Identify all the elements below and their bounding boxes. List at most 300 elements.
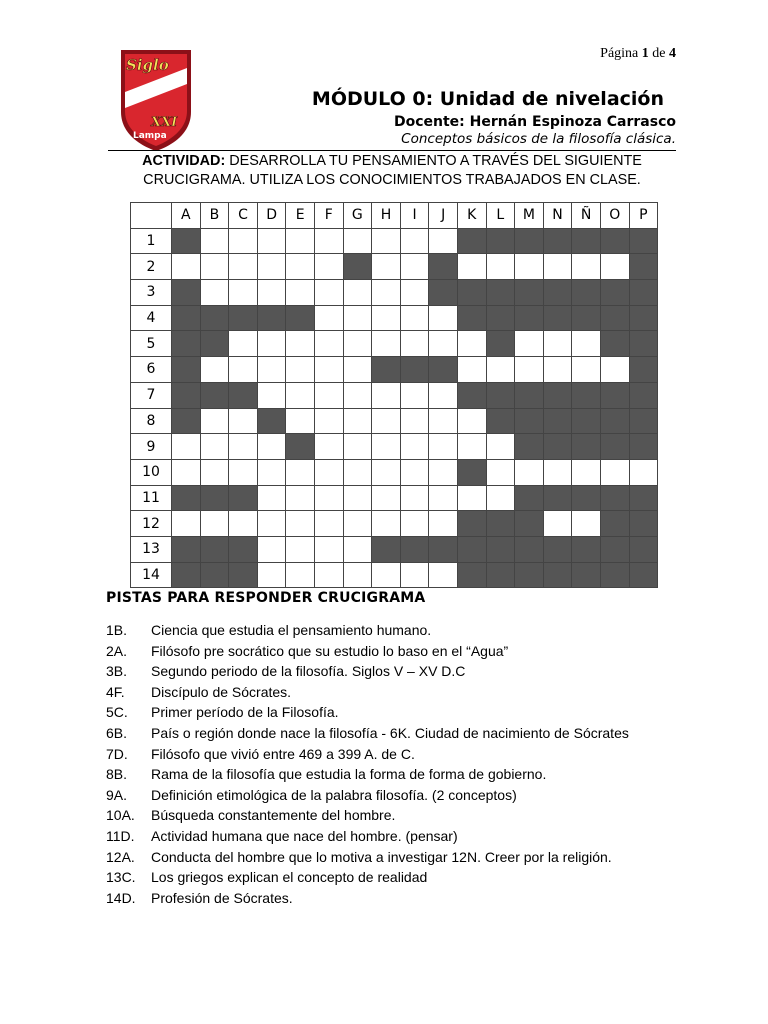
answer-cell[interactable] (515, 459, 544, 485)
answer-cell[interactable] (314, 382, 343, 408)
blocked-cell (257, 408, 286, 434)
clue-item (106, 723, 706, 744)
answer-cell[interactable] (343, 511, 372, 537)
grid-row (131, 331, 658, 357)
answer-cell[interactable] (429, 434, 458, 460)
answer-cell[interactable] (200, 357, 229, 383)
blocked-cell (200, 562, 229, 588)
answer-cell[interactable] (543, 331, 572, 357)
answer-cell[interactable] (343, 228, 372, 254)
logo-text-mid: XXI (151, 115, 178, 130)
clue-code: 3B. (106, 663, 128, 680)
blocked-cell (343, 254, 372, 280)
column-header: E (286, 203, 315, 229)
answer-cell[interactable] (400, 382, 429, 408)
column-header: I (400, 203, 429, 229)
school-logo (119, 48, 193, 152)
grid-row (131, 357, 658, 383)
blocked-cell (200, 305, 229, 331)
answer-cell[interactable] (343, 536, 372, 562)
blocked-cell (515, 408, 544, 434)
blocked-cell (543, 228, 572, 254)
blocked-cell (172, 382, 201, 408)
answer-cell[interactable] (429, 562, 458, 588)
clue-item (106, 744, 706, 765)
column-header: F (314, 203, 343, 229)
grid-row (131, 305, 658, 331)
answer-cell[interactable] (257, 280, 286, 306)
blocked-cell (486, 382, 515, 408)
answer-cell[interactable] (286, 485, 315, 511)
answer-cell[interactable] (343, 305, 372, 331)
answer-cell[interactable] (286, 254, 315, 280)
answer-cell[interactable] (229, 434, 258, 460)
clue-code: 9A. (106, 786, 128, 803)
answer-cell[interactable] (400, 459, 429, 485)
answer-cell[interactable] (343, 357, 372, 383)
answer-cell[interactable] (457, 331, 486, 357)
answer-cell[interactable] (314, 562, 343, 588)
blocked-cell (257, 305, 286, 331)
page-current: 1 (641, 46, 649, 61)
row-header: 12 (131, 511, 172, 537)
blocked-cell (629, 408, 658, 434)
answer-cell[interactable] (286, 228, 315, 254)
column-header: Ñ (572, 203, 601, 229)
blocked-cell (629, 331, 658, 357)
logo-text-bottom: Lampa (133, 131, 167, 141)
clue-code: 10A. (106, 807, 135, 824)
column-header: H (372, 203, 401, 229)
clue-list (106, 620, 706, 908)
answer-cell[interactable] (543, 254, 572, 280)
column-header: L (486, 203, 515, 229)
blocked-cell (486, 305, 515, 331)
grid-row (131, 459, 658, 485)
blocked-cell (572, 228, 601, 254)
blocked-cell (372, 357, 401, 383)
answer-cell[interactable] (172, 511, 201, 537)
blocked-cell (486, 408, 515, 434)
answer-cell[interactable] (572, 459, 601, 485)
answer-cell[interactable] (200, 408, 229, 434)
clue-code: 7D. (106, 745, 128, 762)
blocked-cell (543, 536, 572, 562)
answer-cell[interactable] (629, 459, 658, 485)
blocked-cell (486, 511, 515, 537)
column-header: A (172, 203, 201, 229)
grid-row (131, 562, 658, 588)
clue-code: 2A. (106, 642, 128, 659)
answer-cell[interactable] (343, 562, 372, 588)
answer-cell[interactable] (200, 459, 229, 485)
blocked-cell (600, 434, 629, 460)
answer-cell[interactable] (515, 331, 544, 357)
blocked-cell (486, 331, 515, 357)
clues-title: PISTAS PARA RESPONDER CRUCIGRAMA (106, 590, 426, 606)
answer-cell[interactable] (572, 254, 601, 280)
answer-cell[interactable] (372, 459, 401, 485)
answer-cell[interactable] (314, 511, 343, 537)
answer-cell[interactable] (343, 485, 372, 511)
blocked-cell (600, 280, 629, 306)
answer-cell[interactable] (229, 280, 258, 306)
answer-cell[interactable] (229, 357, 258, 383)
answer-cell[interactable] (543, 459, 572, 485)
clue-text: Ciencia que estudia el pensamiento humano. (151, 622, 432, 638)
answer-cell[interactable] (429, 382, 458, 408)
clue-code: 1B. (106, 622, 128, 638)
answer-cell[interactable] (257, 254, 286, 280)
clue-item (106, 805, 706, 826)
blocked-cell (515, 434, 544, 460)
blocked-cell (629, 280, 658, 306)
grid-row (131, 254, 658, 280)
subtitle: Conceptos básicos de la filosofía clásica. (401, 131, 676, 147)
blocked-cell (572, 305, 601, 331)
column-header: C (229, 203, 258, 229)
answer-cell[interactable] (200, 280, 229, 306)
answer-cell[interactable] (257, 536, 286, 562)
answer-cell[interactable] (314, 408, 343, 434)
blocked-cell (629, 511, 658, 537)
grid-row (131, 434, 658, 460)
answer-cell[interactable] (429, 331, 458, 357)
blocked-cell (515, 485, 544, 511)
grid-row (131, 485, 658, 511)
blocked-cell (515, 511, 544, 537)
blocked-cell (486, 280, 515, 306)
clue-text: Filósofo que vivió entre 469 a 399 A. de C. (151, 745, 415, 762)
answer-cell[interactable] (600, 357, 629, 383)
column-header: B (200, 203, 229, 229)
answer-cell[interactable] (457, 434, 486, 460)
answer-cell[interactable] (286, 536, 315, 562)
blocked-cell (515, 280, 544, 306)
activity-text: DESARROLLA TU PENSAMIENTO A TRAVÉS DEL SIGUIENTE CRUCIGRAMA. UTILIZA LOS CONOCIMIENTOS TRABAJADOS EN CLASE. (143, 153, 642, 188)
answer-cell[interactable] (457, 357, 486, 383)
blocked-cell (515, 382, 544, 408)
answer-cell[interactable] (429, 485, 458, 511)
blocked-cell (543, 434, 572, 460)
row-header: 2 (131, 254, 172, 280)
blocked-cell (286, 434, 315, 460)
answer-cell[interactable] (543, 357, 572, 383)
blocked-cell (600, 408, 629, 434)
clue-item (106, 867, 706, 888)
blocked-cell (572, 536, 601, 562)
answer-cell[interactable] (229, 511, 258, 537)
answer-cell[interactable] (572, 511, 601, 537)
row-header: 8 (131, 408, 172, 434)
answer-cell[interactable] (515, 357, 544, 383)
answer-cell[interactable] (286, 331, 315, 357)
clue-item (106, 682, 706, 703)
blocked-cell (600, 562, 629, 588)
answer-cell[interactable] (429, 459, 458, 485)
blocked-cell (543, 382, 572, 408)
module-title: MÓDULO 0: Unidad de nivelación (311, 88, 664, 110)
answer-cell[interactable] (400, 280, 429, 306)
answer-cell[interactable] (229, 228, 258, 254)
clue-item (106, 764, 706, 785)
answer-cell[interactable] (486, 459, 515, 485)
row-header: 9 (131, 434, 172, 460)
blocked-cell (600, 331, 629, 357)
clue-item (106, 888, 706, 909)
column-header: G (343, 203, 372, 229)
crossword-grid (130, 202, 658, 588)
answer-cell[interactable] (429, 408, 458, 434)
clue-item (106, 785, 706, 806)
blocked-cell (543, 305, 572, 331)
answer-cell[interactable] (286, 511, 315, 537)
blocked-cell (429, 280, 458, 306)
answer-cell[interactable] (286, 357, 315, 383)
answer-cell[interactable] (229, 331, 258, 357)
clue-text: Profesión de Sócrates. (151, 889, 293, 906)
answer-cell[interactable] (400, 511, 429, 537)
blocked-cell (543, 408, 572, 434)
blocked-cell (543, 280, 572, 306)
answer-cell[interactable] (372, 382, 401, 408)
answer-cell[interactable] (172, 254, 201, 280)
answer-cell[interactable] (343, 434, 372, 460)
answer-cell[interactable] (515, 254, 544, 280)
blocked-cell (457, 562, 486, 588)
answer-cell[interactable] (343, 408, 372, 434)
answer-cell[interactable] (314, 357, 343, 383)
answer-cell[interactable] (372, 511, 401, 537)
answer-cell[interactable] (257, 382, 286, 408)
row-header: 4 (131, 305, 172, 331)
blocked-cell (172, 357, 201, 383)
activity-label: ACTIVIDAD: (142, 153, 226, 169)
answer-cell[interactable] (372, 434, 401, 460)
answer-cell[interactable] (572, 357, 601, 383)
answer-cell[interactable] (314, 485, 343, 511)
clue-text: País o región donde nace la filosofía - 6K. Ciudad de nacimiento de Sócrates (151, 724, 629, 741)
blocked-cell (172, 305, 201, 331)
page-indicator (600, 46, 676, 62)
answer-cell[interactable] (343, 280, 372, 306)
clue-text: Discípulo de Sócrates. (151, 683, 292, 700)
grid-row (131, 536, 658, 562)
answer-cell[interactable] (343, 459, 372, 485)
answer-cell[interactable] (257, 228, 286, 254)
clue-code: 6B. (106, 724, 128, 741)
answer-cell[interactable] (229, 408, 258, 434)
answer-cell[interactable] (486, 434, 515, 460)
answer-cell[interactable] (257, 459, 286, 485)
row-header: 13 (131, 536, 172, 562)
blocked-cell (457, 305, 486, 331)
blocked-cell (172, 408, 201, 434)
blocked-cell (515, 562, 544, 588)
blocked-cell (400, 536, 429, 562)
grid-row (131, 382, 658, 408)
answer-cell[interactable] (372, 305, 401, 331)
answer-cell[interactable] (572, 331, 601, 357)
answer-cell[interactable] (429, 511, 458, 537)
clue-item (106, 826, 706, 847)
clue-text: Búsqueda constantemente del hombre. (151, 807, 396, 824)
blocked-cell (600, 485, 629, 511)
blocked-cell (457, 459, 486, 485)
answer-cell[interactable] (314, 434, 343, 460)
column-header: O (600, 203, 629, 229)
answer-cell[interactable] (286, 408, 315, 434)
answer-cell[interactable] (314, 305, 343, 331)
answer-cell[interactable] (200, 228, 229, 254)
clue-code: 12A. (106, 848, 135, 865)
answer-cell[interactable] (400, 408, 429, 434)
blocked-cell (172, 280, 201, 306)
answer-cell[interactable] (372, 254, 401, 280)
clue-text: Definición etimológica de la palabra filosofía. (2 conceptos) (151, 786, 517, 803)
answer-cell[interactable] (257, 357, 286, 383)
blocked-cell (429, 357, 458, 383)
blocked-cell (457, 382, 486, 408)
answer-cell[interactable] (486, 357, 515, 383)
blocked-cell (600, 511, 629, 537)
clue-text: Los griegos explican el concepto de realidad (151, 869, 428, 886)
answer-cell[interactable] (400, 254, 429, 280)
blocked-cell (629, 382, 658, 408)
row-header: 10 (131, 459, 172, 485)
blocked-cell (400, 357, 429, 383)
answer-cell[interactable] (429, 228, 458, 254)
answer-cell[interactable] (372, 485, 401, 511)
row-header: 14 (131, 562, 172, 588)
answer-cell[interactable] (314, 228, 343, 254)
answer-cell[interactable] (400, 228, 429, 254)
answer-cell[interactable] (257, 331, 286, 357)
answer-cell[interactable] (372, 562, 401, 588)
answer-cell[interactable] (286, 562, 315, 588)
answer-cell[interactable] (314, 536, 343, 562)
blocked-cell (515, 228, 544, 254)
answer-cell[interactable] (400, 331, 429, 357)
clue-item (106, 641, 706, 662)
answer-cell[interactable] (257, 485, 286, 511)
answer-cell[interactable] (372, 228, 401, 254)
clue-item (106, 702, 706, 723)
answer-cell[interactable] (286, 280, 315, 306)
blocked-cell (429, 536, 458, 562)
answer-cell[interactable] (372, 408, 401, 434)
answer-cell[interactable] (229, 254, 258, 280)
blocked-cell (600, 536, 629, 562)
row-header: 1 (131, 228, 172, 254)
answer-cell[interactable] (200, 434, 229, 460)
blocked-cell (600, 228, 629, 254)
answer-cell[interactable] (314, 254, 343, 280)
answer-cell[interactable] (257, 562, 286, 588)
blocked-cell (572, 434, 601, 460)
column-header: J (429, 203, 458, 229)
answer-cell[interactable] (286, 459, 315, 485)
page-label: Página (600, 46, 639, 61)
header-block (312, 88, 676, 147)
docente-line: Docente: Hernán Espinoza Carrasco (393, 114, 676, 130)
page-of: de (652, 46, 666, 61)
answer-cell[interactable] (343, 331, 372, 357)
grid-row (131, 228, 658, 254)
answer-cell[interactable] (400, 305, 429, 331)
crossword-header-row (131, 203, 658, 229)
blocked-cell (629, 562, 658, 588)
blocked-cell (486, 536, 515, 562)
blocked-cell (457, 280, 486, 306)
answer-cell[interactable] (229, 459, 258, 485)
answer-cell[interactable] (400, 434, 429, 460)
clue-text: Primer período de la Filosofía. (151, 704, 339, 721)
answer-cell[interactable] (172, 459, 201, 485)
clue-text: Filósofo pre socrático que su estudio lo baso en el “Agua” (151, 642, 509, 659)
blocked-cell (486, 228, 515, 254)
column-header: D (257, 203, 286, 229)
answer-cell[interactable] (600, 254, 629, 280)
blocked-cell (572, 485, 601, 511)
blocked-cell (229, 305, 258, 331)
blocked-cell (572, 382, 601, 408)
answer-cell[interactable] (286, 382, 315, 408)
blocked-cell (229, 485, 258, 511)
blocked-cell (629, 536, 658, 562)
answer-cell[interactable] (314, 459, 343, 485)
blocked-cell (600, 305, 629, 331)
answer-cell[interactable] (457, 485, 486, 511)
clue-code: 11D. (106, 827, 135, 844)
blocked-cell (229, 562, 258, 588)
answer-cell[interactable] (200, 254, 229, 280)
row-header: 3 (131, 280, 172, 306)
column-header: M (515, 203, 544, 229)
clue-code: 14D. (106, 889, 136, 906)
answer-cell[interactable] (486, 485, 515, 511)
answer-cell[interactable] (400, 562, 429, 588)
answer-cell[interactable] (257, 511, 286, 537)
blocked-cell (429, 254, 458, 280)
answer-cell[interactable] (172, 434, 201, 460)
answer-cell[interactable] (429, 305, 458, 331)
blocked-cell (172, 536, 201, 562)
answer-cell[interactable] (200, 511, 229, 537)
blocked-cell (543, 485, 572, 511)
clue-text: Actividad humana que nace del hombre. (pensar) (151, 827, 458, 844)
blocked-cell (200, 485, 229, 511)
answer-cell[interactable] (372, 280, 401, 306)
answer-cell[interactable] (457, 408, 486, 434)
answer-cell[interactable] (314, 331, 343, 357)
answer-cell[interactable] (372, 331, 401, 357)
answer-cell[interactable] (400, 485, 429, 511)
answer-cell[interactable] (343, 382, 372, 408)
blocked-cell (629, 357, 658, 383)
answer-cell[interactable] (543, 511, 572, 537)
answer-cell[interactable] (314, 280, 343, 306)
blocked-cell (543, 562, 572, 588)
blocked-cell (457, 536, 486, 562)
clue-text: Segundo periodo de la filosofía. Siglos V – XV D.C (151, 663, 466, 680)
column-header: N (543, 203, 572, 229)
blocked-cell (515, 536, 544, 562)
answer-cell[interactable] (486, 254, 515, 280)
answer-cell[interactable] (457, 254, 486, 280)
answer-cell[interactable] (257, 434, 286, 460)
answer-cell[interactable] (600, 459, 629, 485)
